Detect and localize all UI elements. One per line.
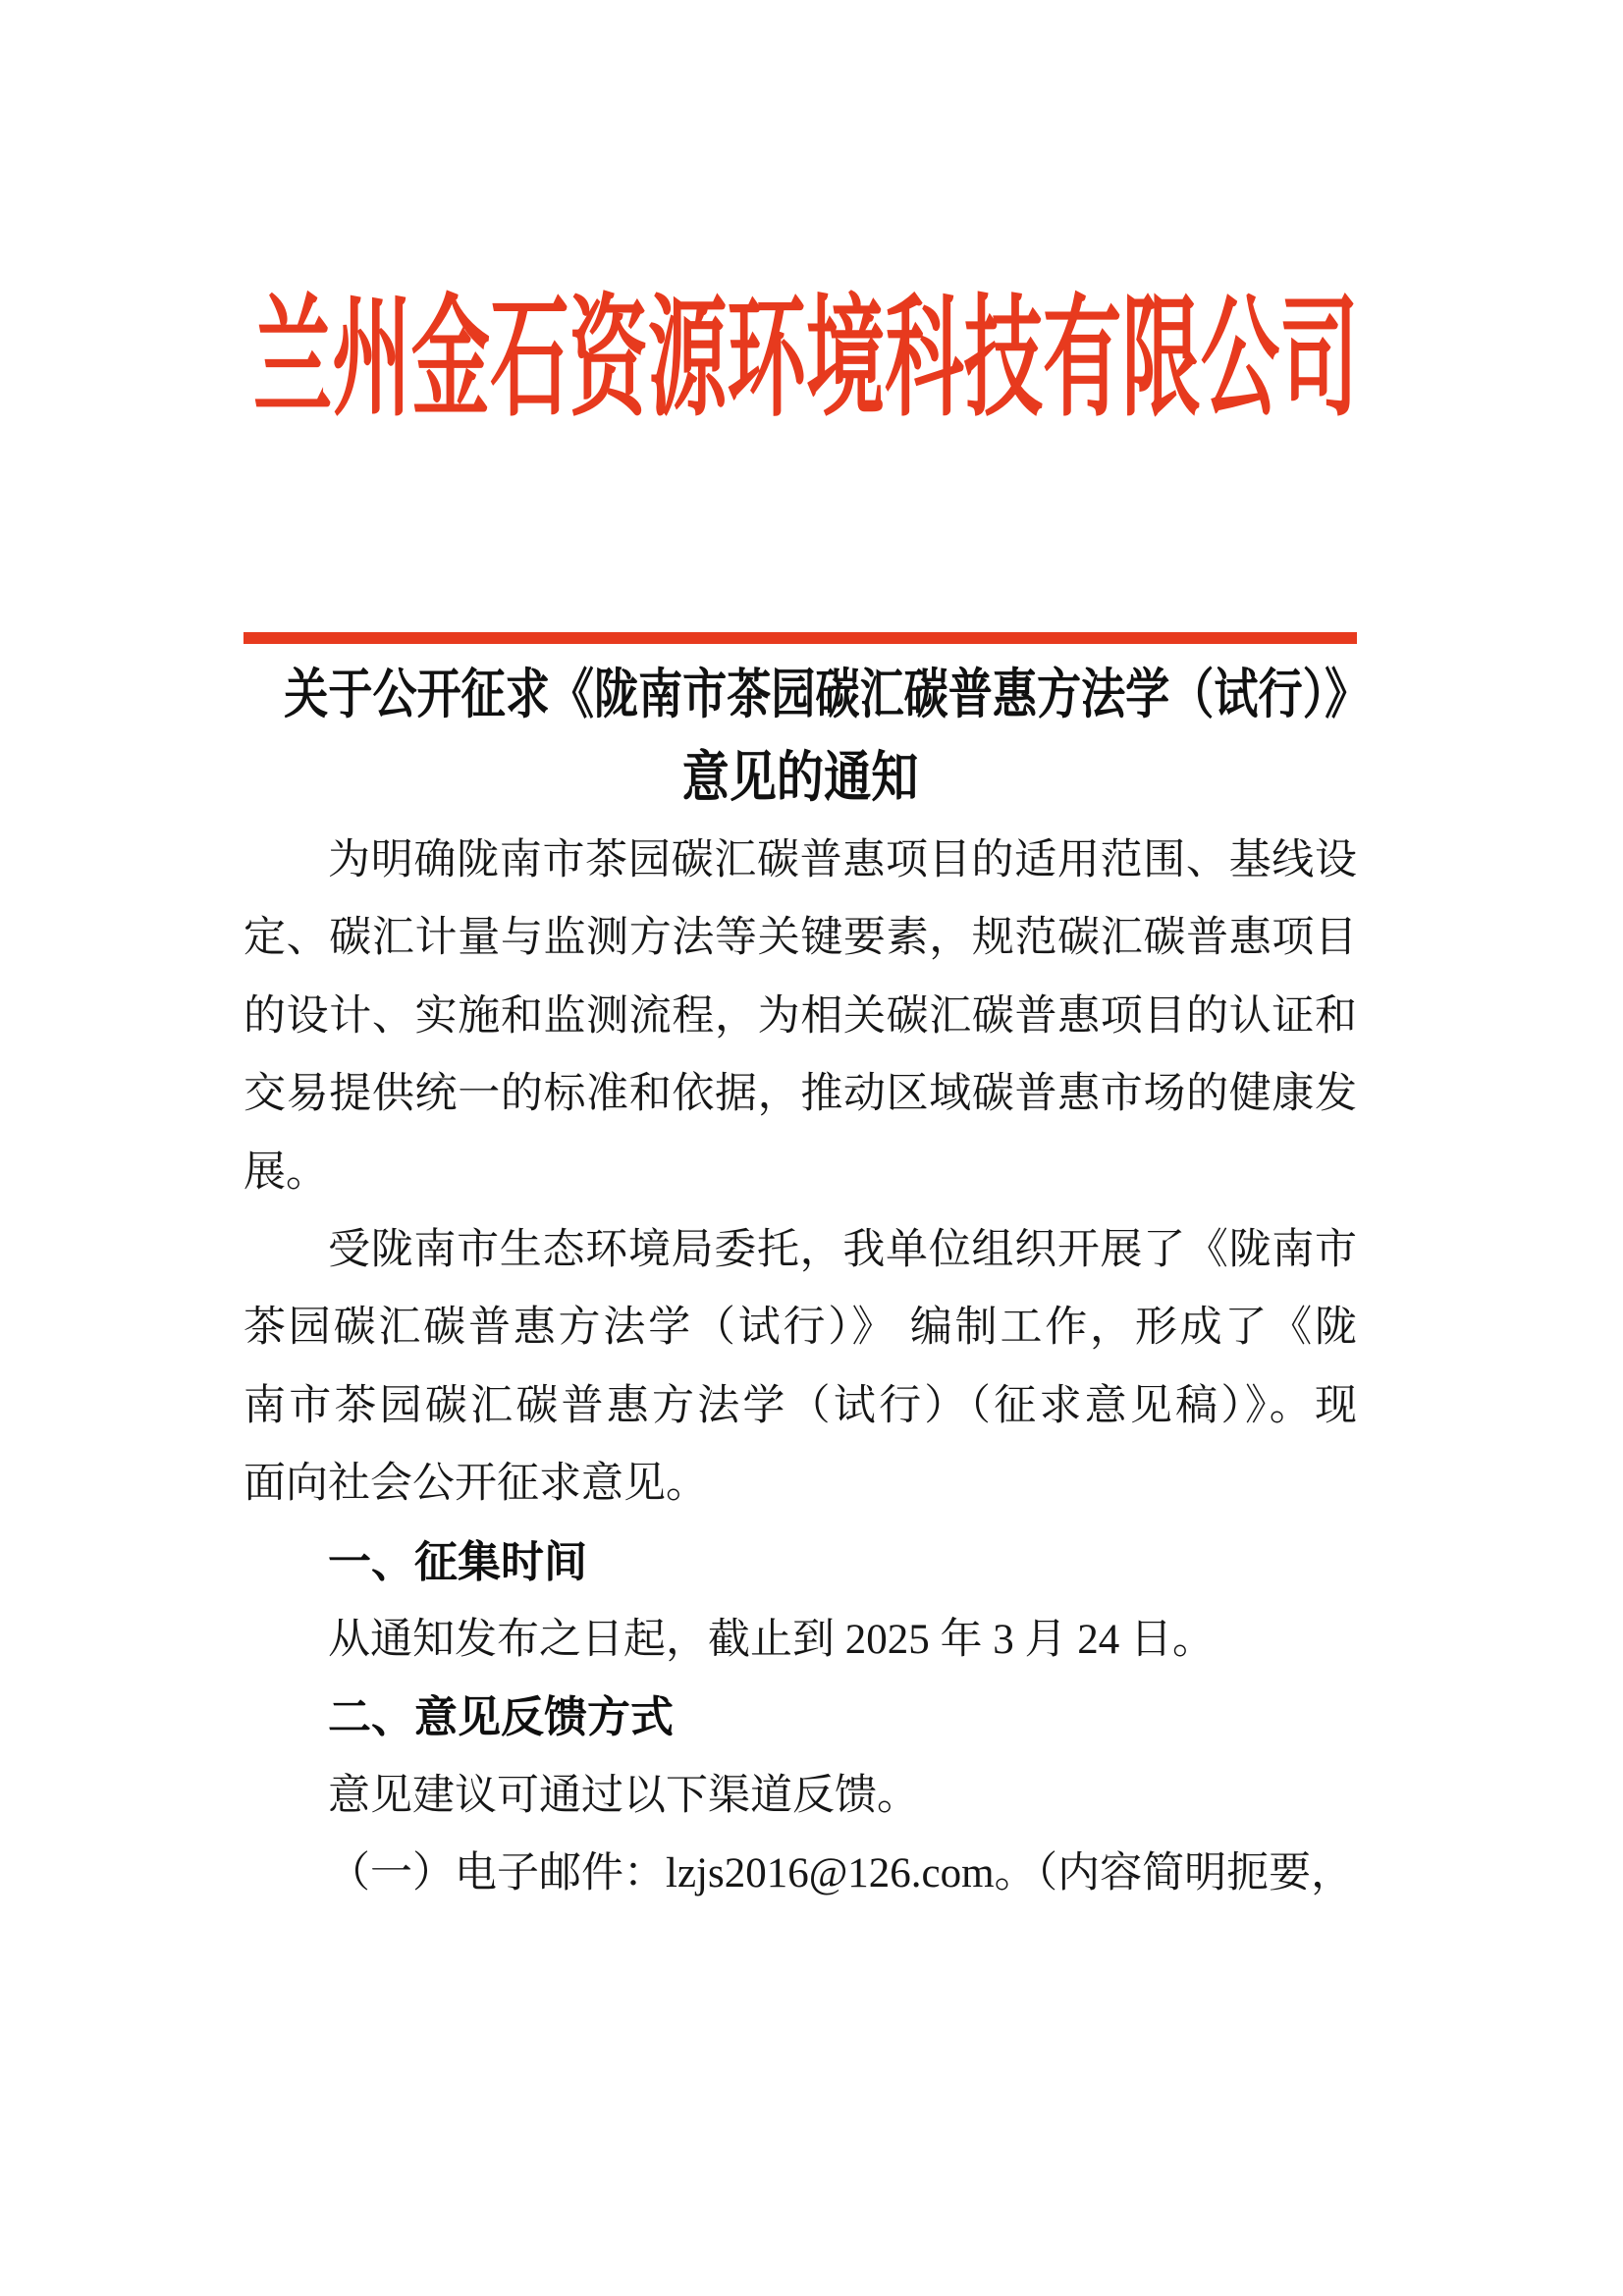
- collection-time-line: 从通知发布之日起，截止到 2025 年 3 月 24 日。: [328, 1616, 1215, 1663]
- email-address: lzjs2016@126.com: [666, 1850, 995, 1897]
- doc-title-line-2: [243, 746, 1357, 812]
- feedback-method-line: 意见建议可通过以下渠道反馈。: [328, 1772, 919, 1819]
- body-line-3: 的设计、实施和监测流程，为相关碳汇碳普惠项目的认证和: [243, 992, 1357, 1040]
- doc-title-line-1: [165, 663, 1441, 727]
- body-line-1: 为明确陇南市茶园碳汇碳普惠项目的适用范围、基线设: [328, 837, 1357, 883]
- doc-title-line-1-text: 关于公开征求《陇南市茶园碳汇碳普惠方法学（试行）》: [284, 665, 1370, 724]
- company-letterhead: [253, 287, 1373, 432]
- body-line-9: 面向社会公开征求意见。: [243, 1461, 708, 1508]
- body-line-5: 展。: [243, 1148, 328, 1196]
- email-contact-prefix: （一）电子邮件：: [328, 1850, 666, 1897]
- body-line-2: 定、碳汇计量与监测方法等关键要素，规范碳汇碳普惠项目: [243, 915, 1357, 962]
- red-divider-line: [243, 632, 1357, 644]
- body-line-8: 南市茶园碳汇碳普惠方法学（试行）（征求意见稿）》。现: [243, 1382, 1357, 1429]
- body-line-7: 茶园碳汇碳普惠方法学（试行）》 编制工作，形成了《陇: [243, 1305, 1357, 1352]
- body-line-4: 交易提供统一的标准和依据，推动区域碳普惠市场的健康发: [243, 1071, 1357, 1118]
- doc-title-line-2-text: 意见的通知: [681, 748, 919, 809]
- email-contact-line: [243, 1835, 1357, 1912]
- section-heading-collection-time: 一、征集时间: [328, 1537, 587, 1586]
- company-name: 兰州金石资源环境科技有限公司: [253, 287, 1359, 432]
- email-contact-suffix: 。（内容简明扼要，: [994, 1850, 1354, 1897]
- section-heading-feedback-method: 二、意见反馈方式: [328, 1693, 674, 1742]
- document-body: [243, 822, 1357, 1912]
- body-line-6: 受陇南市生态环境局委托，我单位组织开展了《陇南市: [328, 1226, 1357, 1273]
